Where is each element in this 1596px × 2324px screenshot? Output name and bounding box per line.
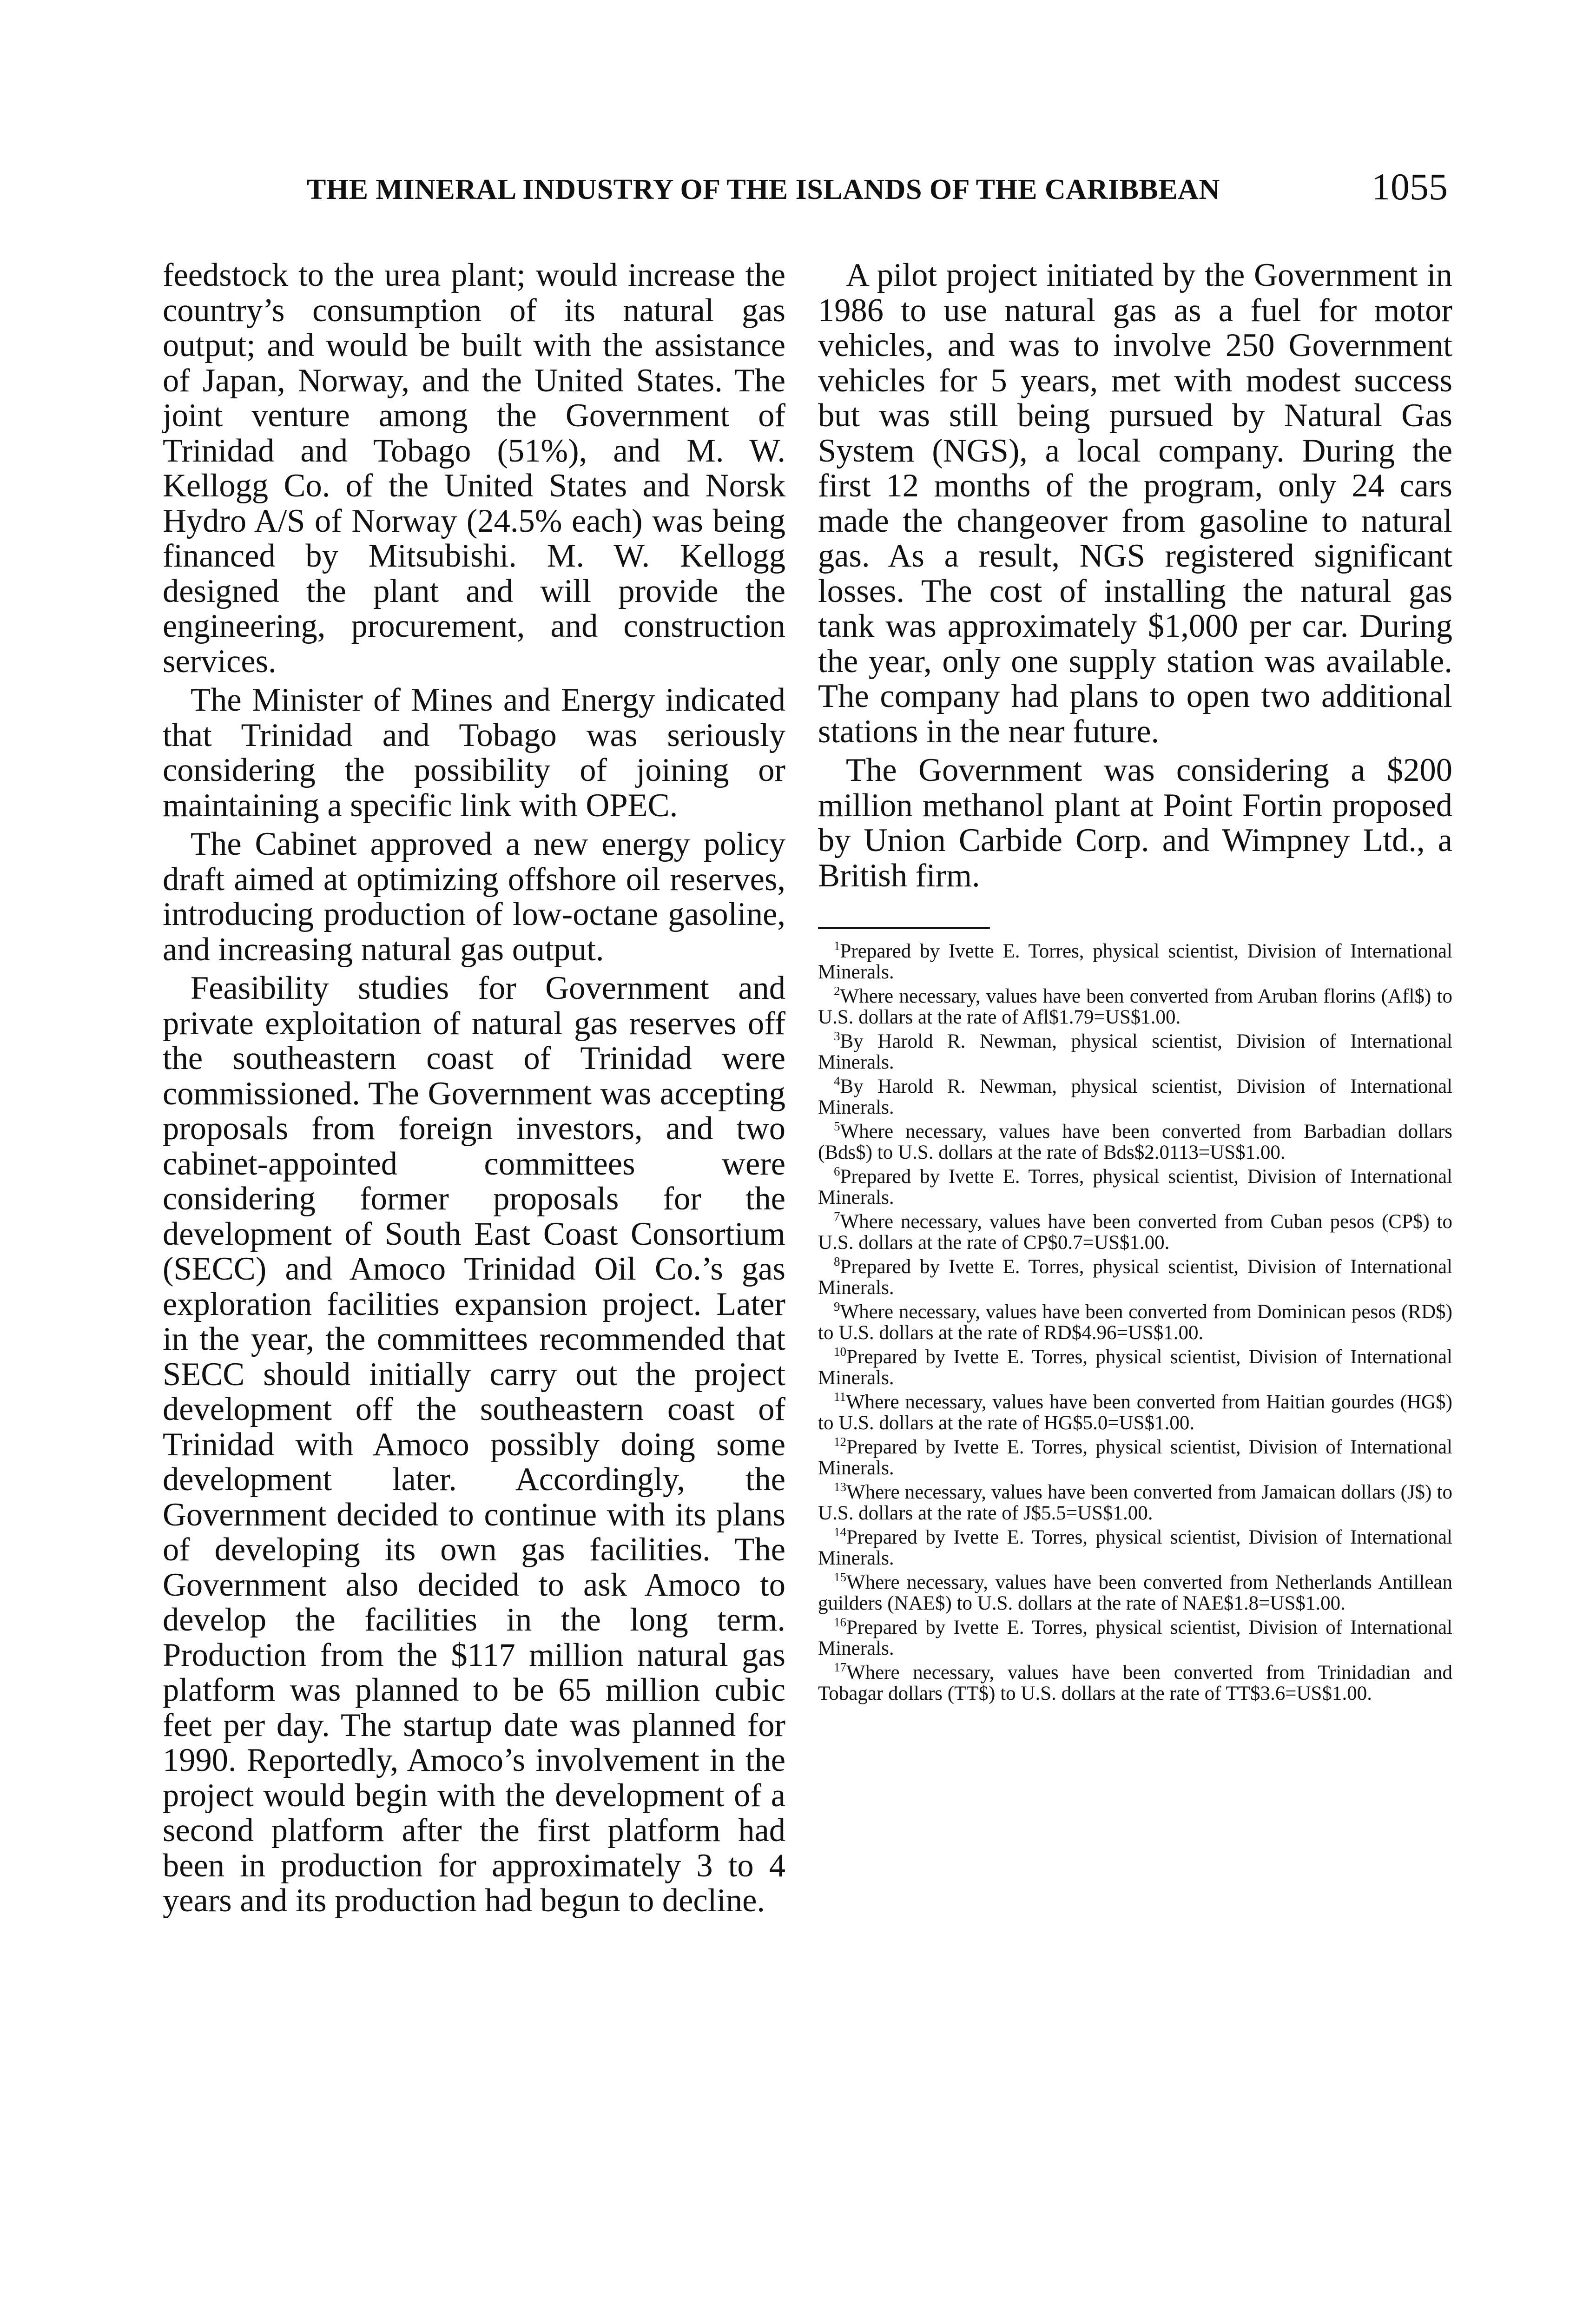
footnote-text: Prepared by Ivette E. Torres, physical scientist, Division of International Minerals. bbox=[818, 940, 1452, 983]
footnote-number: 6 bbox=[834, 1164, 840, 1178]
footnote-number: 4 bbox=[834, 1074, 840, 1088]
footnote-text: Prepared by Ivette E. Torres, physical scientist, Division of International Minerals. bbox=[818, 1526, 1452, 1569]
footnote-text: By Harold R. Newman, physical scientist, Division of International Minerals. bbox=[818, 1030, 1452, 1073]
footnote-text: Where necessary, values have been converted from Aruban florins (Afl$) to U.S. dollars at the rate of Afl$1.79=US$1.00. bbox=[818, 985, 1452, 1028]
footnote bbox=[818, 941, 1452, 983]
footnote bbox=[818, 1572, 1452, 1614]
running-title: THE MINERAL INDUSTRY OF THE ISLANDS OF THE CARIBBEAN bbox=[307, 174, 1220, 205]
footnote-text: Where necessary, values have been converted from Dominican pesos (RD$) to U.S. dollars at the rate of RD$4.96=US$1.00. bbox=[818, 1301, 1452, 1344]
footnote-number: 12 bbox=[834, 1435, 846, 1449]
footnote bbox=[818, 1076, 1452, 1118]
footnote-number: 14 bbox=[834, 1525, 846, 1539]
footnote-number: 1 bbox=[834, 939, 840, 953]
body-paragraph: The Cabinet approved a new energy policy draft aimed at optimizing offshore oil reserves, introducing production of low-octane gasoline, and increasing natural gas output. bbox=[163, 826, 785, 968]
footnote-text: Where necessary, values have been converted from Haitian gourdes (HG$) to U.S. dollars at the rate of HG$5.0=US$1.00. bbox=[818, 1391, 1452, 1434]
body-paragraph: The Minister of Mines and Energy indicated that Trinidad and Tobago was seriously considering the possibility of joining or maintaining a specific link with OPEC. bbox=[163, 682, 785, 824]
footnote-number: 15 bbox=[834, 1570, 846, 1584]
footnote-number: 11 bbox=[834, 1390, 846, 1404]
footnote-text: Where necessary, values have been converted from Barbadian dollars (Bds$) to U.S. dollars at the rate of Bds$2.0113=US$1.00. bbox=[818, 1121, 1452, 1163]
footnote-number: 16 bbox=[834, 1615, 846, 1629]
running-head bbox=[163, 165, 1448, 216]
footnote-text: Prepared by Ivette E. Torres, physical scientist, Division of International Minerals. bbox=[818, 1436, 1452, 1479]
footnote-number: 2 bbox=[834, 984, 840, 998]
footnote-divider bbox=[818, 927, 990, 929]
footnote bbox=[818, 1031, 1452, 1073]
footnote bbox=[818, 1209, 1452, 1254]
footnote bbox=[818, 1615, 1452, 1659]
body-paragraph: A pilot project initiated by the Government in 1986 to use natural gas as a fuel for motor vehicles, and was to involve 250 Government vehicles for 5 years, met with modest success but was still being pursued by Natural Gas System (NGS), a local company. During the first 12 months of the program, only 24 cars made the changeover from gasoline to natural gas. As a result, NGS registered significant losses. The cost of installing the natural gas tank was approximately $1,000 per car. During the year, only one supply station was available. The company had plans to open two additional stations in the near future. bbox=[818, 257, 1452, 750]
footnote bbox=[818, 1119, 1452, 1163]
footnote-text: Prepared by Ivette E. Torres, physical scientist, Division of International Minerals. bbox=[818, 1617, 1452, 1659]
footnote bbox=[818, 1437, 1452, 1479]
footnote-number: 10 bbox=[834, 1345, 846, 1359]
footnote-number: 7 bbox=[834, 1209, 840, 1223]
footnote-text: By Harold R. Newman, physical scientist, Division of International Minerals. bbox=[818, 1076, 1452, 1118]
footnote-number: 13 bbox=[834, 1480, 846, 1494]
footnote bbox=[818, 1527, 1452, 1569]
footnote-number: 17 bbox=[834, 1660, 846, 1674]
footnote bbox=[818, 1164, 1452, 1208]
footnote-text: Where necessary, values have been converted from Netherlands Antillean guilders (NAE$) to U.S. dollars at the rate of NAE$1.8=US$1.00. bbox=[818, 1571, 1452, 1614]
left-column bbox=[163, 258, 785, 1922]
footnote-text: Where necessary, values have been converted from Jamaican dollars (J$) to U.S. dollars at the rate of J$5.5=US$1.00. bbox=[818, 1481, 1452, 1524]
right-column bbox=[818, 258, 1452, 1708]
footnote-text: Prepared by Ivette E. Torres, physical scientist, Division of International Minerals. bbox=[818, 1346, 1452, 1389]
footnote bbox=[818, 1302, 1452, 1343]
footnote-text: Where necessary, values have been converted from Trinidadian and Tobagar dollars (TT$) to U.S. dollars at the rate of TT$3.6=US$1.00. bbox=[818, 1662, 1452, 1704]
footnote-number: 9 bbox=[834, 1300, 840, 1314]
footnote-text: Prepared by Ivette E. Torres, physical scientist, Division of International Minerals. bbox=[818, 1256, 1452, 1299]
footnote bbox=[818, 1660, 1452, 1704]
footnote-number: 5 bbox=[834, 1119, 840, 1133]
footnotes bbox=[818, 941, 1452, 1704]
footnote-number: 3 bbox=[834, 1029, 840, 1043]
page-number: 1055 bbox=[1372, 165, 1448, 208]
footnote-text: Prepared by Ivette E. Torres, physical scientist, Division of International Minerals. bbox=[818, 1166, 1452, 1208]
footnote-text: Where necessary, values have been converted from Cuban pesos (CP$) to U.S. dollars at the rate of CP$0.7=US$1.00. bbox=[818, 1211, 1452, 1254]
footnote bbox=[818, 1392, 1452, 1433]
footnote bbox=[818, 1347, 1452, 1388]
footnote bbox=[818, 1254, 1452, 1299]
body-paragraph: feedstock to the urea plant; would increase the country’s consumption of its natural gas output; and would be built with the assistance of Japan, Norway, and the United States. The joint venture among the Government of Trinidad and Tobago (51%), and M. W. Kellogg Co. of the United States and Norsk Hydro A/S of Norway (24.5% each) was being financed by Mitsubishi. M. W. Kellogg designed the plant and will provide the engineering, procurement, and construction services. bbox=[163, 257, 785, 680]
footnote bbox=[818, 1482, 1452, 1524]
footnote bbox=[818, 986, 1452, 1028]
body-paragraph: The Government was considering a $200 million methanol plant at Point Fortin proposed by Union Carbide Corp. and Wimpney Ltd., a British firm. bbox=[818, 752, 1452, 894]
footnote-number: 8 bbox=[834, 1254, 840, 1268]
body-paragraph: Feasibility studies for Government and private exploitation of natural gas reserves off the southeastern coast of Trinidad were commissioned. The Government was accepting proposals from foreign investors, and two cabinet-appointed committees were considering former proposals for the development of South East Coast Consortium (SECC) and Amoco Trinidad Oil Co.’s gas exploration facilities expansion project. Later in the year, the committees recommended that SECC should initially carry out the project development off the southeastern coast of Trinidad with Amoco possibly doing some development later. Accordingly, the Government decided to continue with its plans of developing its own gas facilities. The Government also decided to ask Amoco to develop the facilities in the long term. Production from the $117 million natural gas platform was planned to be 65 million cubic feet per day. The startup date was planned for 1990. Reportedly, Amoco’s involvement in the project would begin with the development of a second platform after the first platform had been in production for approximately 3 to 4 years and its production had begun to decline. bbox=[163, 970, 785, 1919]
